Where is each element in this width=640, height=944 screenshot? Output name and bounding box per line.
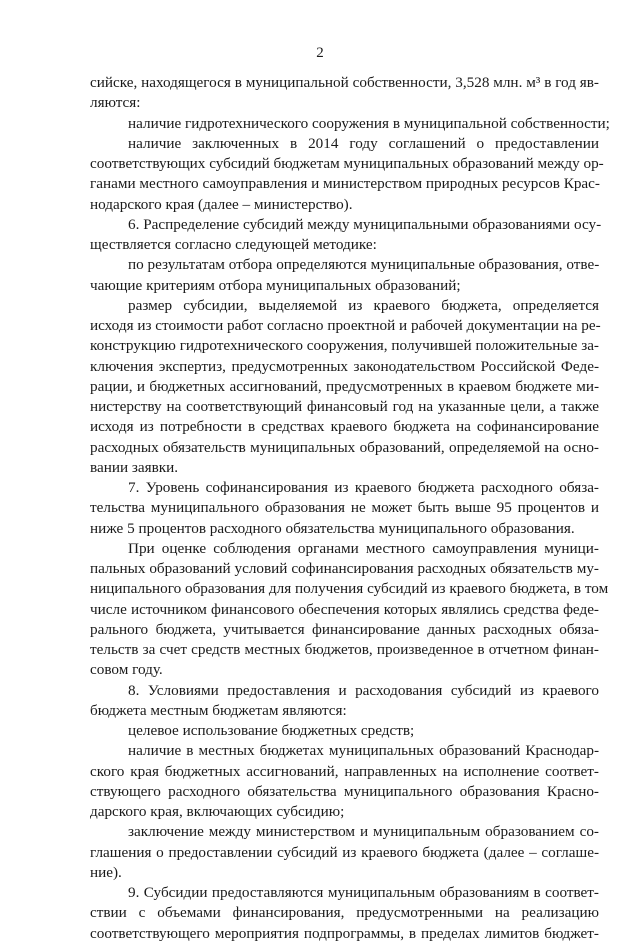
text-line: 8. Условиями предоставления и расходования субсидий из краевого	[128, 681, 599, 699]
text-line: ганами местного самоуправления и министерством природных ресурсов Крас-	[90, 175, 600, 193]
text-line: ществляется согласно следующей методике:	[90, 236, 377, 253]
text-line: тельства муниципального образования не может быть выше 95 процентов и	[90, 499, 599, 517]
text-line: тельств за счет средств местных бюджетов, произведенное в отчетном финан-	[90, 641, 599, 658]
text-line: ниже 5 процентов расходного обязательства муниципального образования.	[90, 519, 575, 537]
text-line: по результатам отбора определяются муниципальные образования, отве-	[128, 256, 600, 274]
text-line: При оценке соблюдения органами местного самоуправления муници-	[128, 539, 599, 557]
text-line: глашения о предоставлении субсидий из краевого бюджета (далее – соглаше-	[90, 843, 599, 861]
text-line: наличие в местных бюджетах муниципальных образований Краснодар-	[128, 742, 599, 760]
text-line: 6. Распределение субсидий между муниципальными образованиями осу-	[128, 215, 602, 233]
text-line: ствии с объемами финансирования, предусмотренными на реализацию	[90, 904, 599, 922]
text-line: ключения экспертиз, предусмотренных законодательством Российской Феде-	[90, 357, 599, 375]
text-line: заключение между министерством и муниципальным образованием со-	[128, 823, 599, 841]
text-line: соответствующего мероприятия подпрограммы, в пределах лимитов бюджет-	[90, 924, 599, 942]
text-line: ниципального образования для получения субсидий из краевого бюджета, в том	[90, 580, 609, 598]
text-line: расходных обязательств муниципальных образований, определяемой на осно-	[90, 438, 599, 456]
page-number: 2	[316, 45, 324, 61]
text-line: размер субсидии, выделяемой из краевого бюджета, определяется	[128, 296, 599, 314]
text-line: целевое использование бюджетных средств;	[128, 722, 415, 739]
text-line: конструкцию гидротехнического сооружения, получившей положительные за-	[90, 337, 599, 355]
text-line: числе источником финансового обеспечения которых являлись средства феде-	[90, 600, 599, 618]
text-line: 9. Субсидии предоставляются муниципальным образованиям в соответ-	[128, 884, 599, 901]
text-line: рации, и бюджетных ассигнований, предусмотренных в краевом бюджете ми-	[90, 377, 599, 395]
text-line: ние).	[90, 863, 122, 881]
text-line: нодарского края (далее – министерство).	[90, 195, 353, 213]
text-line: бюджета местным бюджетам являются:	[90, 701, 347, 719]
text-line: сийске, находящегося в муниципальной собственности, 3,528 млн. м³ в год яв-	[90, 74, 599, 91]
text-line: вании заявки.	[90, 458, 179, 476]
text-line: исходя из потребности в средствах краевого бюджета на софинансирование	[90, 418, 599, 436]
text-line: ляются:	[90, 94, 141, 112]
document-body	[90, 73, 610, 944]
text-line: исходя из стоимости работ согласно проектной и рабочей документации на ре-	[90, 317, 601, 334]
text-line: рального бюджета, учитывается финансирование данных расходных обяза-	[90, 620, 599, 638]
text-line: наличие заключенных в 2014 году соглашений о предоставлении	[128, 134, 599, 152]
text-line: наличие гидротехнического сооружения в муниципальной собственности;	[128, 114, 610, 132]
text-line: ствующего расходного обязательства муниципального образования Красно-	[90, 782, 599, 800]
text-line: пальных образований условий софинансирования расходных обязательств му-	[90, 560, 599, 577]
text-line: нистерству на соответствующий финансовый год на указанные цели, а также	[90, 398, 599, 415]
text-line: ского края бюджетных ассигнований, направленных на исполнение соответ-	[90, 762, 599, 780]
text-line: дарского края, включающих субсидию;	[90, 803, 345, 820]
text-line: соответствующих субсидий бюджетам муниципальных образований между ор-	[90, 155, 604, 172]
text-line: 7. Уровень софинансирования из краевого бюджета расходного обяза-	[128, 479, 599, 496]
text-line: чающие критериям отбора муниципальных образований;	[90, 276, 461, 294]
text-line: совом году.	[90, 661, 163, 679]
